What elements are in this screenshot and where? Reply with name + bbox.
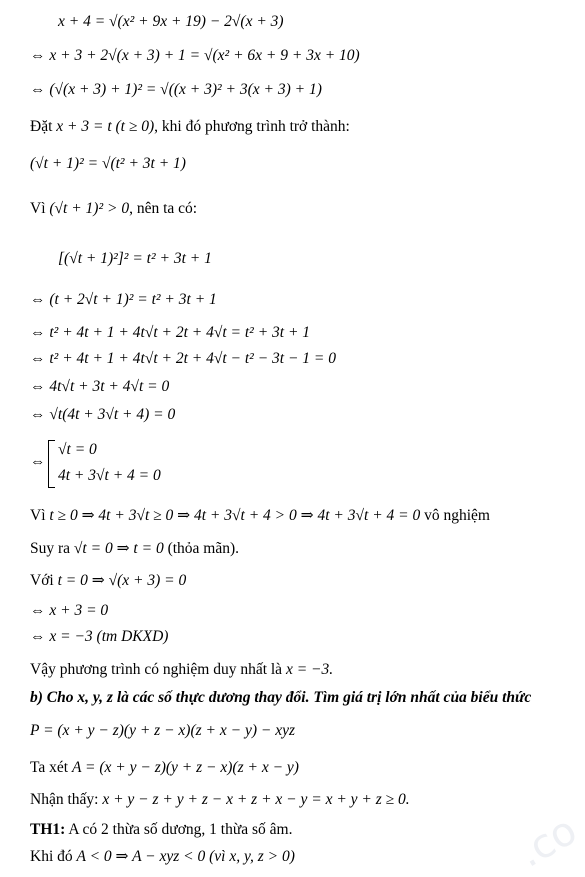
consider-a-math: A = (x + y − z)(y + z − x)(z + x − y) bbox=[71, 759, 299, 776]
reason-line bbox=[30, 199, 197, 219]
case-1-label: TH1: bbox=[30, 821, 66, 838]
equation-line-11: ⇔ 4t√t + 3t + 4√t = 0 bbox=[30, 378, 170, 395]
case-1-text: A có 2 thừa số dương, 1 thừa số âm. bbox=[68, 821, 293, 838]
equation-line-8: ⇔ (t + 2√t + 1)² = t² + 3t + 1 bbox=[30, 291, 217, 308]
conclusion-t-prefix: Suy ra bbox=[30, 540, 71, 557]
substitution-suffix: , khi đó phương trình trở thành: bbox=[154, 118, 350, 135]
then-prefix: Khi đó bbox=[30, 848, 73, 865]
equation-line-7: [(√t + 1)²]² = t² + 3t + 1 bbox=[58, 250, 212, 267]
equation-line-9: ⇔ t² + 4t + 1 + 4t√t + 2t + 4√t = t² + 3t + 1 bbox=[30, 324, 311, 341]
equation-line-17: ⇔ x + 3 = 0 bbox=[30, 602, 109, 619]
case-line-b: 4t + 3√t + 4 = 0 bbox=[58, 467, 161, 484]
substitution-line bbox=[30, 117, 350, 137]
reason-suffix: , nên ta có: bbox=[129, 200, 198, 217]
part-b-problem: b) Cho x, y, z là các số thực dương thay đổi. Tìm giá trị lớn nhất của biểu thức bbox=[30, 689, 532, 706]
equation-line-2: ⇔ x + 3 + 2√(x + 3) + 1 = √(x² + 6x + 9 + 3x + 10) bbox=[30, 47, 360, 64]
equation-line-10: ⇔ t² + 4t + 1 + 4t√t + 2t + 4√t − t² − 3t − 1 = 0 bbox=[30, 350, 337, 367]
consider-a-prefix: Ta xét bbox=[30, 759, 69, 776]
case-line-a: √t = 0 bbox=[58, 441, 97, 458]
equation-line-5: (√t + 1)² = √(t² + 3t + 1) bbox=[30, 155, 186, 172]
no-solution-prefix: Vì bbox=[30, 507, 46, 524]
conclusion-t-line bbox=[30, 539, 239, 559]
case-arrow: ⇔ bbox=[30, 453, 46, 470]
conclusion-t-math: √t = 0 ⇒ t = 0 bbox=[73, 540, 164, 557]
no-solution-suffix: vô nghiệm bbox=[424, 507, 490, 524]
with-t-math: t = 0 ⇒ √(x + 3) = 0 bbox=[57, 572, 187, 589]
equation-line-12: ⇔ √t(4t + 3√t + 4) = 0 bbox=[30, 406, 176, 423]
equation-line-1: x + 4 = √(x² + 9x + 19) − 2√(x + 3) bbox=[58, 13, 284, 30]
then-math: A < 0 ⇒ A − xyz < 0 (vì x, y, z > 0) bbox=[76, 848, 295, 865]
with-t-prefix: Với bbox=[30, 572, 54, 589]
case-bracket bbox=[48, 440, 55, 488]
conclusion-t-suffix: (thỏa mãn). bbox=[167, 540, 240, 557]
substitution-math: x + 3 = t (t ≥ 0) bbox=[56, 118, 155, 135]
observation-line bbox=[30, 790, 410, 810]
observation-math: x + y − z + y + z − x + z + x − y = x + y + z ≥ 0. bbox=[102, 791, 410, 808]
equation-line-3: ⇔ (√(x + 3) + 1)² = √((x + 3)² + 3(x + 3) + 1) bbox=[30, 81, 322, 98]
reason-prefix: Vì bbox=[30, 200, 46, 217]
final-answer-prefix: Vậy phương trình có nghiệm duy nhất là bbox=[30, 661, 283, 678]
final-answer-math: x = −3. bbox=[285, 661, 334, 678]
watermark: .co bbox=[510, 807, 585, 877]
substitution-prefix: Đặt bbox=[30, 118, 53, 135]
no-solution-math: t ≥ 0 ⇒ 4t + 3√t ≥ 0 ⇒ 4t + 3√t + 4 > 0 ⇒ 4t + 3√t + 4 = 0 bbox=[49, 507, 421, 524]
final-answer-line bbox=[30, 660, 333, 680]
then-line bbox=[30, 847, 295, 867]
consider-a-line bbox=[30, 758, 299, 778]
expression-p: P = (x + y − z)(y + z − x)(z + x − y) − xyz bbox=[30, 722, 295, 739]
no-solution-line bbox=[30, 506, 490, 526]
equation-line-18: ⇔ x = −3 (tm DKXD) bbox=[30, 628, 169, 645]
reason-math: (√t + 1)² > 0 bbox=[49, 200, 130, 217]
observation-prefix: Nhận thấy: bbox=[30, 791, 99, 808]
with-t-line bbox=[30, 571, 186, 591]
case-1-line bbox=[30, 820, 292, 840]
